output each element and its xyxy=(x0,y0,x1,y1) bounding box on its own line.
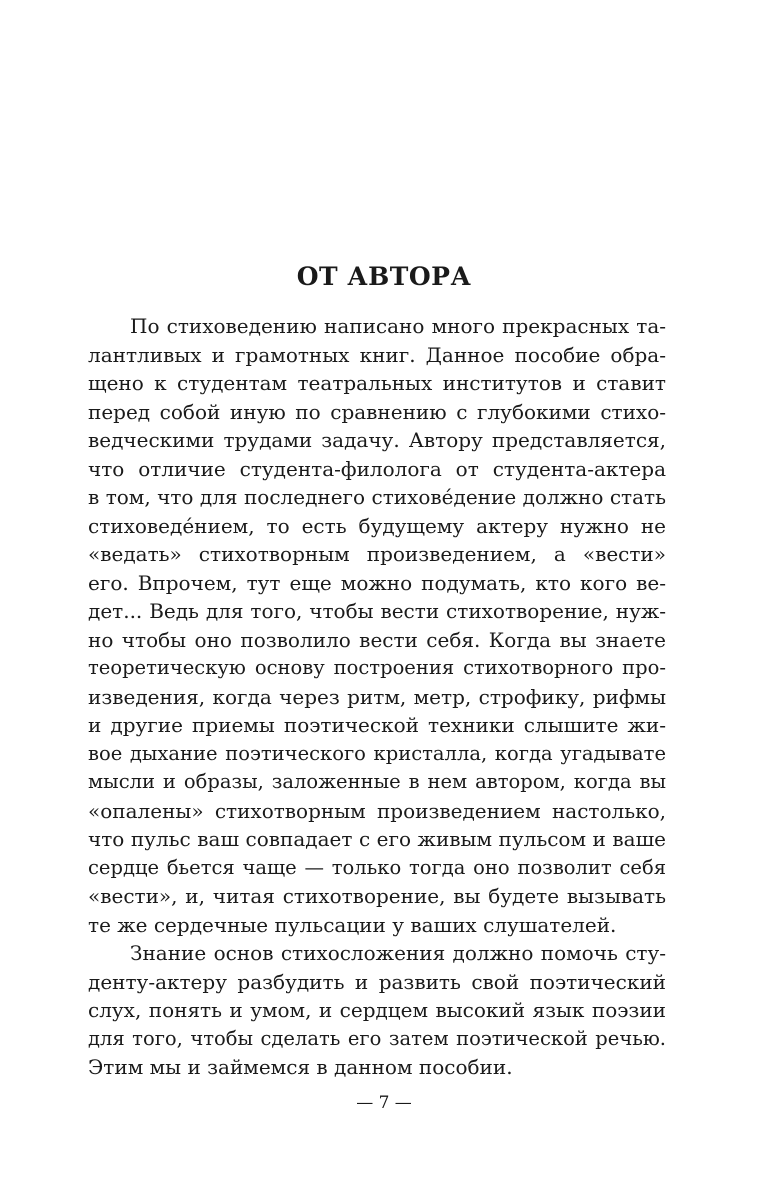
text-line: «ведать» стихотворным произведением, а «вести» xyxy=(88,542,666,566)
text-line: дет... Ведь для того, чтобы вести стихотворение, нуж- xyxy=(88,599,666,623)
text-line: Этим мы и займемся в данном пособии. xyxy=(88,1055,513,1079)
chapter-heading: ОТ АВТОРА xyxy=(296,262,472,291)
text-line: Знание основ стихосложения должно помочь сту- xyxy=(130,941,666,965)
text-line: что отличие студента-филолога от студента-актера xyxy=(88,456,666,481)
text-line: перед собой иную по сравнению с глубокими стихо- xyxy=(88,399,666,424)
text-line: слух, понять и умом, и сердцем высокий язык поэзии xyxy=(88,998,666,1022)
text-line: сердце бьется чаще — только тогда оно позволит себя xyxy=(88,855,666,879)
text-line: «вести», и, читая стихотворение, вы будете вызывать xyxy=(88,884,666,908)
text-line: что пульс ваш совпадает с его живым пульсом и ваше xyxy=(88,827,666,851)
text-line: лантливых и грамотных книг. Данное пособие обра- xyxy=(88,342,666,367)
text-line: изведения, когда через ритм, метр, строфику, рифмы xyxy=(88,684,666,709)
text-line: щено к студентам театральных институтов и ставит xyxy=(88,371,666,395)
text-line: но чтобы оно позволило вести себя. Когда вы знаете xyxy=(88,627,666,652)
text-line: те же сердечные пульсации у ваших слушателей. xyxy=(88,912,617,937)
text-line: стиховеде́нием, то есть будущему актеру нужно не xyxy=(88,513,666,538)
text-line: «опалены» стихотворным произведением настолько, xyxy=(88,798,666,823)
page-number: — 7 — xyxy=(356,1093,412,1113)
text-line: ведческими трудами задачу. Автору представляется, xyxy=(88,428,666,452)
text-line: и другие приемы поэтической техники слышите жи- xyxy=(88,713,666,737)
text-line: По стиховедению написано много прекрасных та- xyxy=(130,314,666,338)
text-line: его. Впрочем, тут еще можно подумать, кто кого ве- xyxy=(88,570,666,595)
text-line: в том, что для последнего стихове́дение должно стать xyxy=(88,485,666,509)
body-text xyxy=(88,312,666,1082)
text-line: теоретическую основу построения стихотворного про- xyxy=(88,656,666,679)
paragraph-2 xyxy=(88,939,666,1082)
text-line: денту-актеру разбудить и развить свой поэтический xyxy=(88,969,666,994)
text-line: для того, чтобы сделать его затем поэтической речью. xyxy=(88,1026,666,1050)
paragraph-1 xyxy=(88,312,666,939)
text-line: мысли и образы, заложенные в нем автором, когда вы xyxy=(88,770,666,793)
text-line: вое дыхание поэтического кристалла, когда угадывате xyxy=(88,741,666,765)
